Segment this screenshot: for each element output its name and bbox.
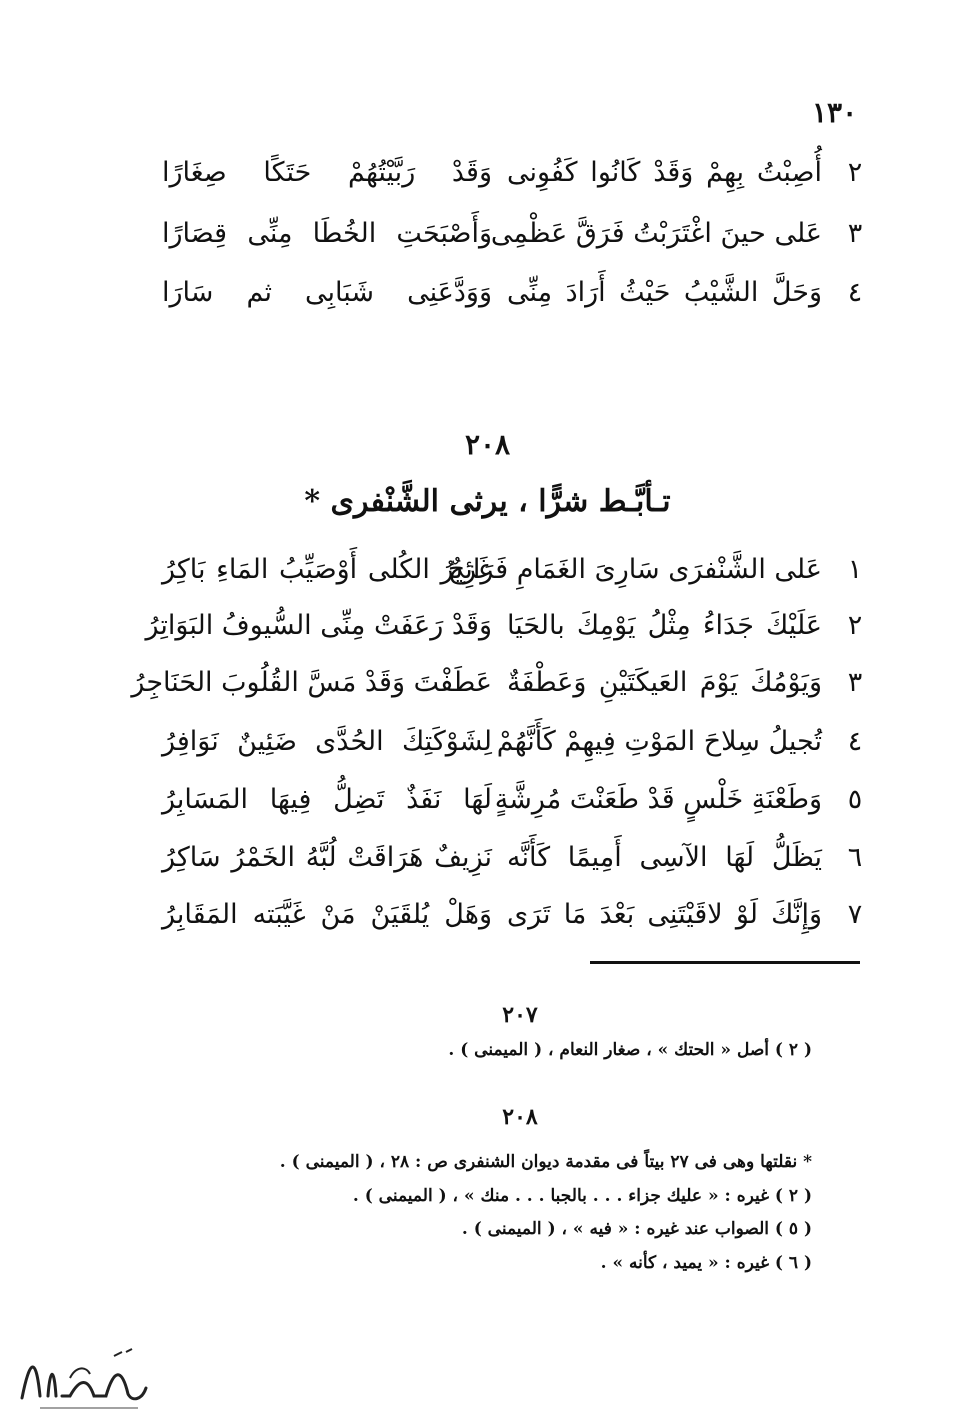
- verse-row: [150, 209, 870, 259]
- verse-number: ٣: [847, 667, 863, 698]
- verse-row: [150, 545, 870, 595]
- calligraphy-watermark-logo: [10, 1338, 160, 1418]
- notes-heading-207: ٢٠٧: [502, 1002, 538, 1028]
- verse-row: [150, 775, 870, 825]
- footnote-divider: [590, 961, 860, 964]
- verse-first-hemistich: وَطَعْنَةِ خَلْسٍ قَدْ طَعَنْتَ مُرِشَّةٍ: [494, 784, 822, 815]
- verse-first-hemistich: عَلَيْكَ جَدَاءُ مِثْلُ يَوْمِكَ بالحَيَا: [507, 610, 822, 641]
- verse-number: ٢: [847, 157, 863, 188]
- verse-first-hemistich: عَلى حينَ اغْتَرَبْتُ فَرَقَّ عَظْمِى: [490, 218, 822, 249]
- footnote-line: ( ٥ ) الصواب عند غيره : « فيه » ، ( الميمنى ) .: [461, 1219, 812, 1239]
- verse-second-hemistich: لَهَا نَفَذٌ تَضِلُّ فِيهَا المَسَابِرُ: [162, 784, 492, 815]
- verse-row: [150, 268, 870, 318]
- verse-row: [145, 601, 870, 651]
- verse-number: ٥: [847, 784, 863, 815]
- verse-number: ٣: [847, 218, 863, 249]
- footnote-line: ( ٢ ) أصل « الحتك » ، صغار النعام ، ( الميمنى ) .: [448, 1040, 812, 1060]
- page-number: ١٣٠: [812, 96, 858, 129]
- verse-second-hemistich: عَطَفْتَ وَقَدْ مَسَّ القُلُوبَ الحَنَاجِرُ: [131, 667, 492, 698]
- verse-number: ٧: [847, 899, 863, 930]
- verse-first-hemistich: وَحَلَّ الشَّيْبُ حَيْثُ أَرَادَ مِنِّى: [507, 277, 822, 308]
- footnote-line: ( ٦ ) غيره : « يميد ، كأنه » .: [600, 1253, 812, 1273]
- notes-heading-208: ٢٠٨: [502, 1104, 538, 1130]
- verse-row: [150, 833, 870, 883]
- verse-row: [150, 890, 870, 940]
- verse-second-hemistich: نَزِيفٌ هَرَاقَتْ لُبَّهُ الخَمْرُ سَاكِرُ: [162, 842, 492, 873]
- verse-number: ١: [847, 554, 863, 585]
- verse-row: [150, 148, 870, 198]
- verse-second-hemistich: وَهَلْ يُلقَيَنْ مَنْ غَيَّبَته المَقَابِرُ: [162, 899, 492, 930]
- verse-row: [150, 717, 870, 767]
- verse-row: [131, 658, 870, 708]
- verse-first-hemistich: عَلى الشَّنْفرَى سَارِىَ الغَمَامِ فَرَائحٌ: [447, 554, 822, 585]
- verse-second-hemistich: وَقَدْ رَبَّيْتُهُمْ حَتَكًا صِغَارًا: [162, 157, 492, 188]
- verse-second-hemistich: غَزِيرُ الكُلى أَوْصَيِّبُ المَاءِ بَاكِرُ: [162, 554, 492, 585]
- footnote-line: * نقلتها وهى فى ٢٧ بيتاً فى مقدمة ديوان الشنفرى ص : ٢٨ ، ( الميمنى ) .: [279, 1152, 812, 1172]
- verse-first-hemistich: تُجيلُ سِلاحَ المَوْتِ فِيهِمْ كَأَنَّهُمْ: [496, 726, 822, 757]
- poem-number: ٢٠٨: [464, 428, 511, 461]
- verse-first-hemistich: وَإِنَّكَ لَوْ لاقَيْتَنِى بَعْدَ مَا تَرَى: [507, 899, 822, 930]
- verse-second-hemistich: لِشَوْكَتِكَ الحُدَّى ضَئِينٌ نَوَافِرُ: [162, 726, 492, 757]
- footnote-line: ( ٢ ) غيره : « عليك جزاء . . . بالجبا . . . منك » ، ( الميمنى ) .: [352, 1186, 812, 1206]
- verse-second-hemistich: وَقَدْ رَعَفَتْ مِنِّى السُّيوفُ البَوَاتِرُ: [145, 610, 492, 641]
- verse-number: ٢: [847, 610, 863, 641]
- verse-first-hemistich: وَيَوْمُكَ يَوْمَ العَيكَتَيْنِ وَعَطْفَةٌ: [507, 667, 822, 698]
- verse-second-hemistich: وَأَصْبَحَتِ الخُطَا مِنِّى قِصَارًا: [162, 218, 492, 249]
- verse-second-hemistich: وَوَدَّعَنِى شَبَابِى ثم سَارَا: [162, 277, 492, 308]
- poem-title: تـأبَّـط شرًّا ، يرثى الشَّنْفرى *: [304, 484, 671, 519]
- verse-first-hemistich: يَظَلُّ لَهَا الآسِى أَمِيمًا كَأَنَّه: [507, 842, 822, 873]
- verse-number: ٤: [847, 726, 863, 757]
- verse-number: ٦: [847, 842, 863, 873]
- verse-number: ٤: [847, 277, 863, 308]
- verse-first-hemistich: أُصِبْتُ بِهِمْ وَقَدْ كَانُوا كَفُوِنى: [507, 157, 822, 188]
